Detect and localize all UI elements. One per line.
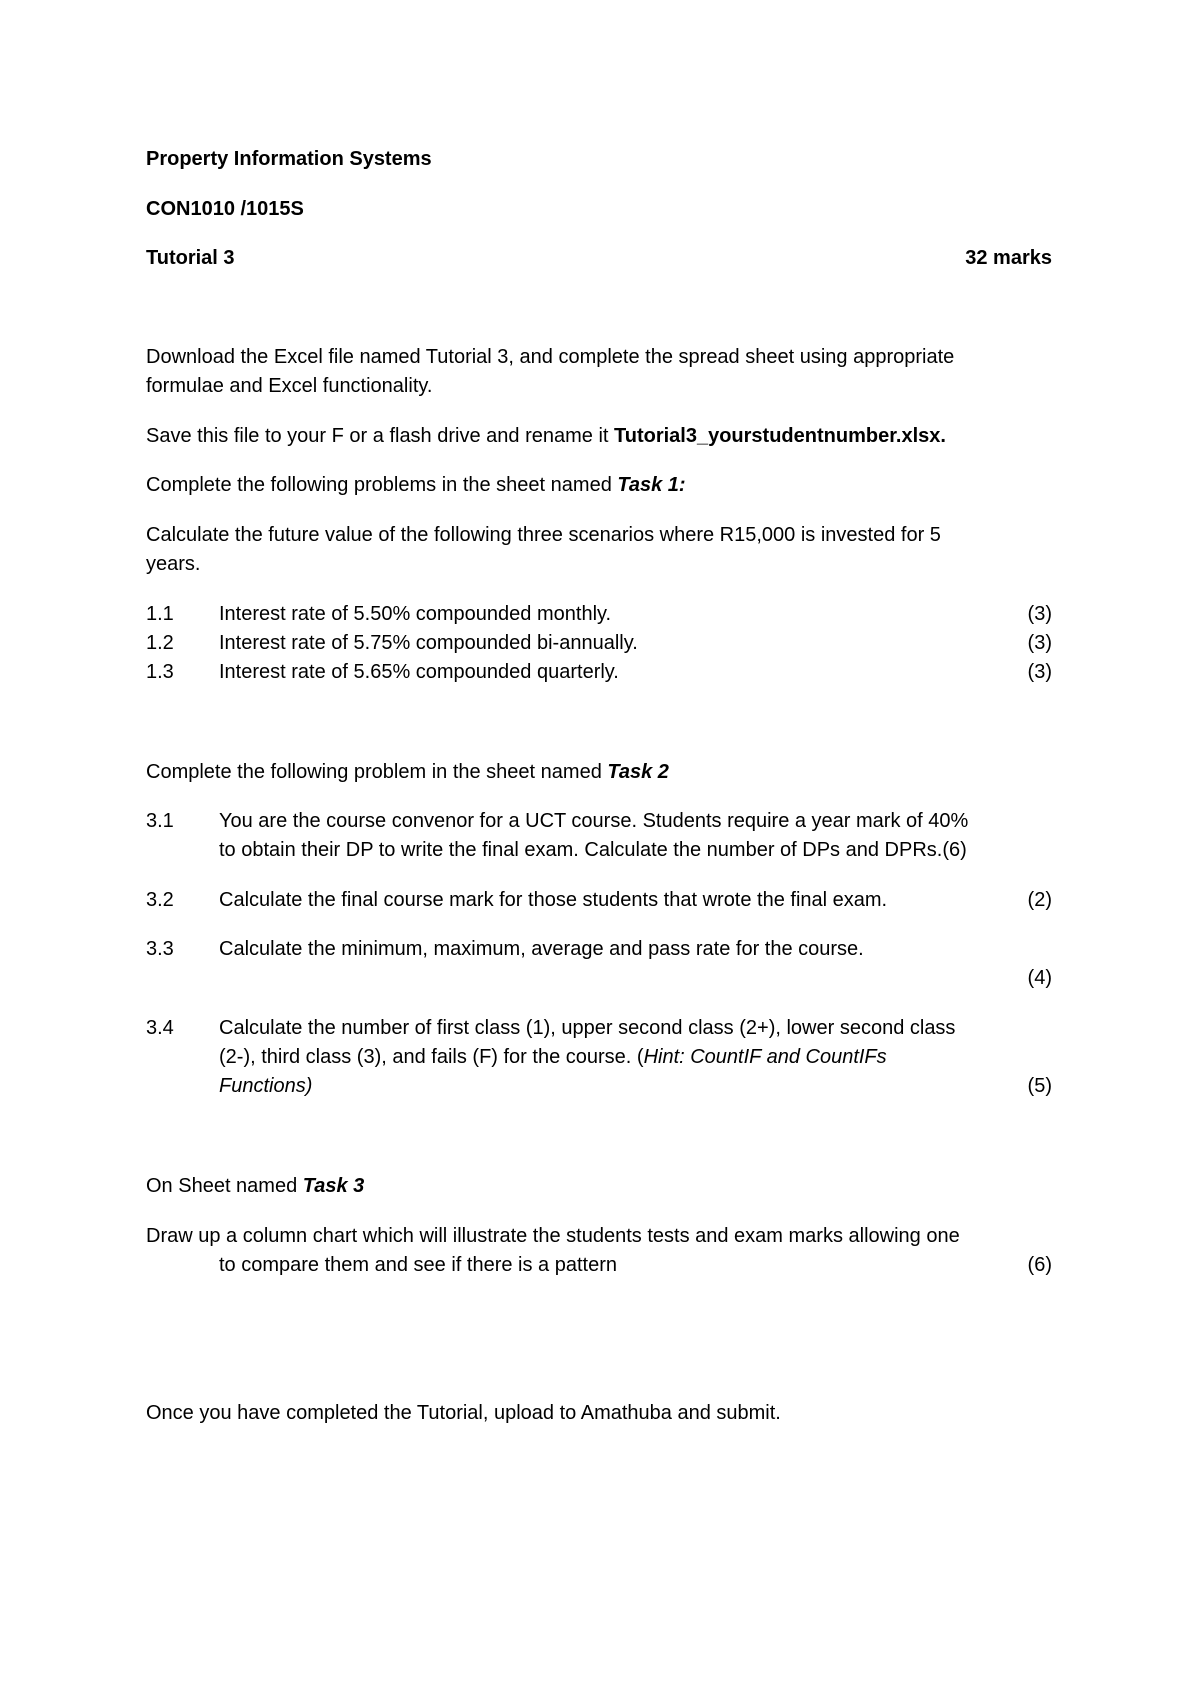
task1-intro bbox=[146, 471, 686, 500]
task2-intro bbox=[146, 758, 669, 787]
q34-number: 3.4 bbox=[146, 1017, 174, 1039]
q34-line-2 bbox=[219, 1043, 887, 1072]
task2-intro-text: Complete the following problem in the sheet named bbox=[146, 761, 608, 783]
q32-number: 3.2 bbox=[146, 889, 174, 911]
q32-text: Calculate the final course mark for those students that wrote the final exam. bbox=[219, 889, 888, 911]
q31-line-1: You are the course convenor for a UCT course. Students require a year mark of 40% bbox=[219, 810, 969, 832]
item-number: 1.3 bbox=[146, 661, 174, 683]
q33-number: 3.3 bbox=[146, 938, 174, 960]
course-title: Property Information Systems bbox=[146, 148, 432, 170]
task3-sheet-name: Task 3 bbox=[302, 1175, 365, 1197]
item-number: 1.2 bbox=[146, 632, 174, 654]
q34-marks: (5) bbox=[1027, 1075, 1052, 1097]
q31-number: 3.1 bbox=[146, 810, 174, 832]
item-marks: (3) bbox=[1027, 632, 1052, 654]
q33-text: Calculate the minimum, maximum, average and pass rate for the course. bbox=[219, 938, 864, 960]
closing-instruction: Once you have completed the Tutorial, upload to Amathuba and submit. bbox=[146, 1402, 781, 1424]
task1-scenario-line-2: years. bbox=[146, 553, 201, 575]
q34-line-1: Calculate the number of first class (1), upper second class (2+), lower second class bbox=[219, 1017, 956, 1039]
tutorial-heading: Tutorial 3 bbox=[146, 247, 235, 269]
course-code: CON1010 /1015S bbox=[146, 198, 304, 220]
task1-intro-text: Complete the following problems in the sheet named bbox=[146, 474, 618, 496]
q34-hint-continued: Functions) bbox=[219, 1075, 313, 1097]
intro-line-2: formulae and Excel functionality. bbox=[146, 375, 433, 397]
item-text: Interest rate of 5.75% compounded bi-annually. bbox=[219, 632, 638, 654]
task3-line-1: Draw up a column chart which will illustrate the students tests and exam marks allowing one bbox=[146, 1225, 960, 1247]
task3-marks: (6) bbox=[1027, 1254, 1052, 1276]
task3-intro bbox=[146, 1172, 364, 1201]
save-instruction bbox=[146, 422, 946, 451]
task3-intro-text: On Sheet named bbox=[146, 1175, 303, 1197]
total-marks: 32 marks bbox=[965, 247, 1052, 269]
item-number: 1.1 bbox=[146, 603, 174, 625]
item-marks: (3) bbox=[1027, 603, 1052, 625]
q32-marks: (2) bbox=[1027, 889, 1052, 911]
q34-line-2-text: (2-), third class (3), and fails (F) for the course. ( bbox=[219, 1046, 644, 1068]
save-instruction-text: Save this file to your F or a flash drive and rename it bbox=[146, 425, 614, 447]
item-text: Interest rate of 5.50% compounded monthly. bbox=[219, 603, 612, 625]
task1-sheet-name: Task 1: bbox=[617, 474, 686, 496]
save-filename: Tutorial3_yourstudentnumber.xlsx. bbox=[614, 425, 946, 447]
item-marks: (3) bbox=[1027, 661, 1052, 683]
task3-line-2: to compare them and see if there is a pattern bbox=[219, 1254, 617, 1276]
task1-scenario-line-1: Calculate the future value of the following three scenarios where R15,000 is invested for 5 bbox=[146, 524, 941, 546]
task2-sheet-name: Task 2 bbox=[607, 761, 669, 783]
intro-line-1: Download the Excel file named Tutorial 3, and complete the spread sheet using appropriate bbox=[146, 346, 955, 368]
q34-hint: Hint: CountIF and CountIFs bbox=[643, 1046, 887, 1068]
item-text: Interest rate of 5.65% compounded quarterly. bbox=[219, 661, 619, 683]
q31-line-2: to obtain their DP to write the final exam. Calculate the number of DPs and DPRs.(6) bbox=[219, 839, 967, 861]
q33-marks: (4) bbox=[1027, 967, 1052, 989]
